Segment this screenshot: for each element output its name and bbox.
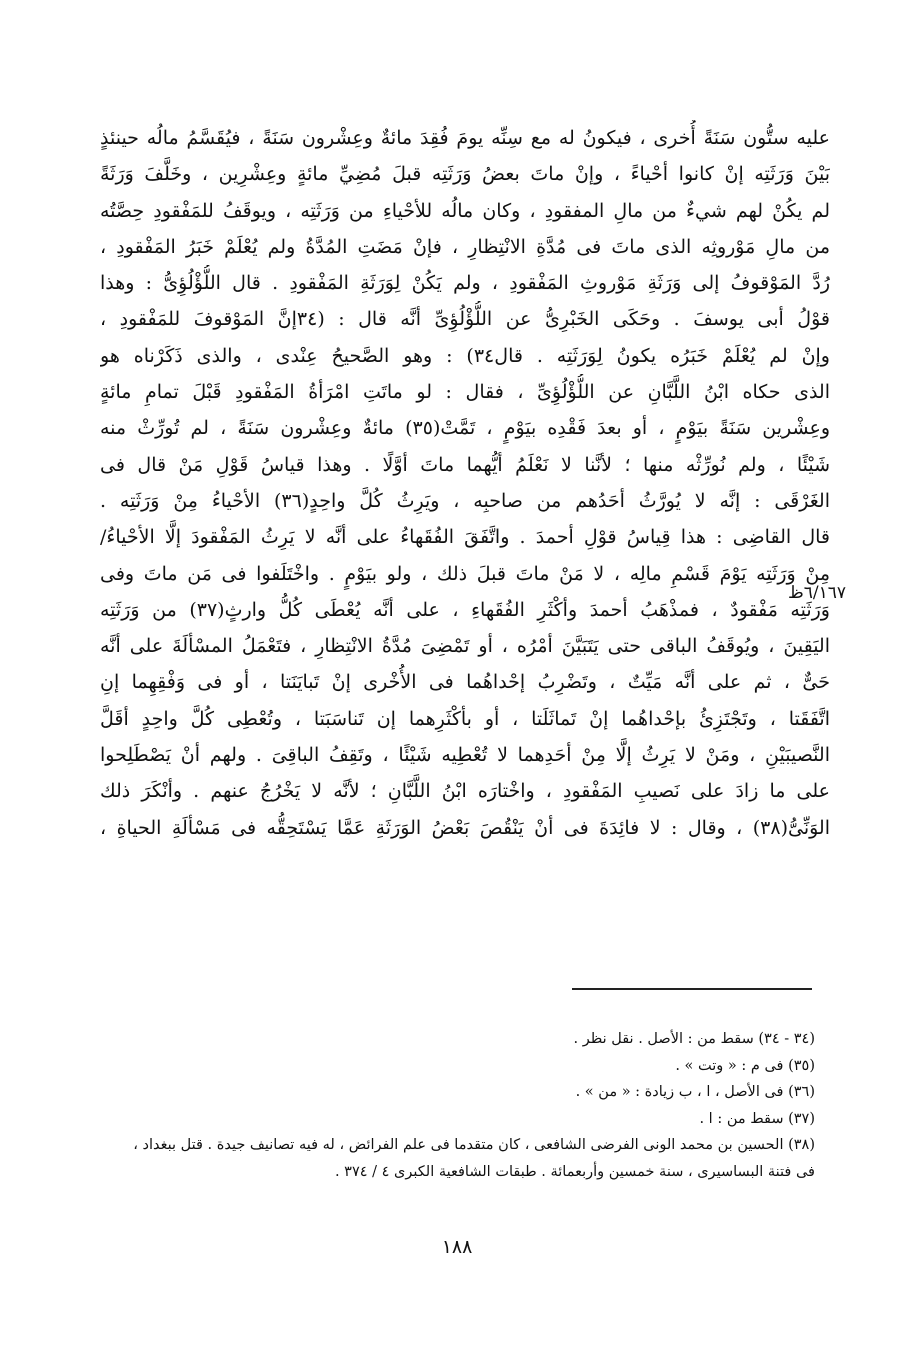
text-line: وإنْ لم يُعْلَمْ خَبَرُه يكونُ لِوَرَثَتِه . قال٣٤) : وهو الصَّحيحُ عِنْدى ، والذى ذَكَرْناه هو xyxy=(100,344,830,367)
text-line: وعِشْرين سَنَةً بيَوْمٍ ، أو بعدَ فَقْدِه بيَوْمٍ ، تَمَّتْ(٣٥) مائةٌ وعِشْرون سَنَةً ، لم تُورِّثْ منه xyxy=(100,417,830,440)
text-line: قال القاضِى : هذا قِياسُ قوْلِ أحمدَ . واتَّفَقَ الفُقَهاءُ على أنَّه لا يَرِثُ المَفْقودَ إلَّا الأحْياءُ/ xyxy=(100,526,830,549)
main-text xyxy=(100,120,830,846)
text-line: وَرَثَتِه مَفْقودٌ ، فمذْهَبُ أحمدَ وأكْثَرِ الفُقَهاءِ ، على أنَّه يُعْطَى كُلُّ وارثٍ(٣٧) من وَرَثَتِه xyxy=(100,598,830,621)
footnote: (٣٧) سقط من : ا . xyxy=(699,1110,815,1127)
text-line: الذى حكاه ابْنُ اللَّبَّانِ عن اللُّؤْلُؤِىِّ ، فقال : لو ماتَتِ امْرَأةُ المَفْقودِ قَبْلَ تمامِ مائةٍ xyxy=(100,381,830,404)
footnote: فى فتنة البساسيرى ، سنة خمسين وأربعمائة . طبقات الشافعية الكبرى ٤ / ٣٧٤ . xyxy=(334,1163,815,1180)
page-number: ١٨٨ xyxy=(441,1236,473,1258)
text-line: النَّصيبَيْنِ ، ومَنْ لا يَرِثُ إلَّا مِنْ أحَدِهما لا تُعْطِيه شَيْئًا ، وتَقِفُ الباقِىَ . ولهم أنْ يَصْطَلِحوا xyxy=(100,744,830,767)
text-line: على ما زادَ على نَصيبِ المَفْقودِ ، واخْتارَه ابْنُ اللَّبَّانِ ؛ لأنَّه لا يَخْرُجُ عنهم . وأنْكَرَ ذلك xyxy=(100,780,830,803)
footnote: (٣٥) فى م : « وتت » . xyxy=(675,1057,815,1074)
margin-reference: ٦/١٦٧ظ xyxy=(788,583,846,603)
text-line: اليَقِينَ ، ويُوقَفُ الباقى حتى يَتَبَيَّنَ أمْرُه ، أو تَمْضِىَ مُدَّةُ الانْتِظارِ ، فتَعْمَلُ المسْألَةَ على أنَّه xyxy=(100,635,830,658)
text-line: من مالِ مَوْروثِه الذى ماتَ فى مُدَّةِ الانْتِظارِ ، فإنْ مَضَتِ المُدَّةُ ولم يُعْلَمْ خَبَرُ المَفْقودِ ، xyxy=(100,235,830,258)
text-line: الوَنِّىُّ(٣٨) ، وقال : لا فائِدَةَ فى أنْ يَنْقُصَ بَعْضُ الوَرَثَةِ عَمَّا يَسْتَحِقُّه فى مَسْألَةِ الحياةِ ، xyxy=(100,816,830,839)
footnote-separator xyxy=(572,988,812,990)
footnote: (٣٤ - ٣٤) سقط من : الأصل . نقل نظر . xyxy=(573,1031,815,1047)
text-line: رُدَّ المَوْقوفُ إلى وَرَثَةِ مَوْروثِ المَفْقودِ ، ولم يَكُنْ لِوَرَثَةِ المَفْقودِ . قال اللُّؤْلُؤِىُّ : وهذا xyxy=(100,272,830,295)
footnote: (٣٨) الحسين بن محمد الونى الفرضى الشافعى ، كان متقدما فى علم الفرائض ، له فيه تصانيف جيدة . قتل ببغداد ، xyxy=(133,1137,815,1154)
text-line: شَيْئًا ، ولم نُورِّثْه منها ؛ لأنَّنا لا نَعْلَمُ أيُّهما ماتَ أوَّلًا . وهذا قياسُ قَوْلِ مَنْ قال فى xyxy=(100,453,830,476)
text-line: قوْلُ أبى يوسفَ . وحَكَى الخَبْرِىُّ عن اللُّؤْلُؤِىِّ أنَّه قال : (٣٤إنَّ المَوْقوفَ للمَفْقودِ ، xyxy=(100,308,830,331)
text-line: لم يكُنْ لهم شيءٌ من مالِ المفقودِ ، وكان مالُه للأحْياءِ من وَرَثَتِه ، ويوقَفُ للمَفْقودِ حِصَّتُه xyxy=(100,199,830,222)
text-line: بَيْنَ وَرَثَتِه إنْ كانوا أحْياءً ، وإنْ ماتَ بعضُ وَرَثَتِه قبلَ مُضِيِّ مائةٍ وعِشْرِين ، وخَلَّفَ وَرَثَةً xyxy=(100,163,830,186)
text-line: الغَرْقَى : إنَّه لا يُورَّثُ أحَدُهم من صاحبِه ، ويَرِثُ كُلَّ واحِدٍ(٣٦) الأحْياءُ مِنْ وَرَثَتِه . xyxy=(100,489,830,512)
footnotes xyxy=(100,1026,815,1186)
text-line: عليه ستُّون سَنَةً أُخرى ، فيكونُ له مع سِنِّه يومَ فُقِدَ مائةٌ وعِشْرون سَنَةً ، فيُقَسَّمُ مالُه حينئذٍ xyxy=(100,127,830,149)
text-line: اتَّفَقَتا ، وتَجْتَزِئُ بإحْداهُما إنْ تَماثَلَتا ، أو بأكْثَرِهما إن تَناسَبَتا ، وتُعْطِى كُلَّ واحِدٍ أقَلَّ xyxy=(100,707,830,730)
footnote: (٣٦) فى الأصل ، ا ، ب زيادة : « من » . xyxy=(575,1084,815,1101)
text-line: حَىٌّ ، ثم على أنَّه مَيِّتٌ ، وتَضْرِبُ إحْداهُما فى الأُخْرى إنْ تَبايَنَتا ، أو فى وَفْقِهِما إنِ xyxy=(100,671,830,694)
text-line: مِنْ وَرَثَتِه يَوْمَ قَسْمِ مالِه ، لا مَنْ ماتَ قبلَ ذلك ، ولو بيَوْمٍ . واخْتَلَفوا فى مَن ماتَ وفى xyxy=(100,562,830,585)
